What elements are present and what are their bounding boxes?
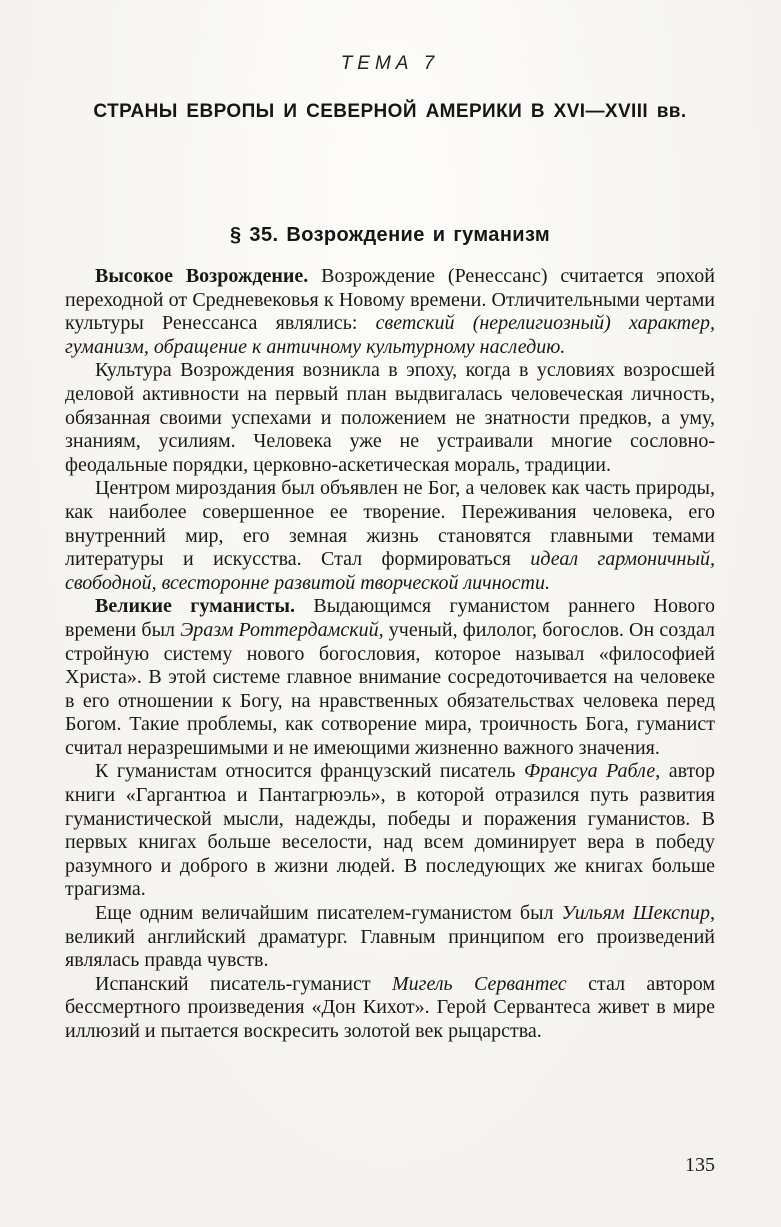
topic-title: СТРАНЫ ЕВРОПЫ И СЕВЕРНОЙ АМЕРИКИ В XVI—XVIII вв. <box>93 101 687 122</box>
text-run: , великий английский драматург. Главным принципом его произведений являлась правда чувств. <box>65 902 715 972</box>
text-run: Высокое Возрождение. <box>95 265 322 287</box>
text-run: Уильям Шекспир <box>561 902 710 925</box>
text-run: Франсуа Рабле <box>523 760 656 783</box>
paragraph <box>65 595 715 760</box>
text-run: Великие гуманисты. <box>95 595 314 618</box>
text-run: К гуманистам относится французский писатель <box>95 760 524 783</box>
paragraph <box>65 902 715 973</box>
paragraph <box>65 973 715 1044</box>
text-run: Выдающимся гуманистом раннего Нового времени был <box>65 595 715 641</box>
paragraph <box>65 359 715 477</box>
text-run: Испанский писатель-гуманист <box>95 972 392 995</box>
text-run: , ученый, филолог, богослов. Он создал стройную систему нового богословия, которое называл «философией Христа». В этой системе главное внимание сосредоточивается на человеке в его отношении к Богу, на нравственных обязательствах человека перед Богом. Такие проблемы, как сотворение мира, троичность Бога, гуманист считал неразрешимыми и не имеющими жизненно важного значения. <box>65 618 715 759</box>
text-run: Еще одним величайшим писателем-гуманистом был <box>95 902 562 925</box>
body-paragraphs <box>65 265 715 1044</box>
topic-label: ТЕМА 7 <box>340 53 440 74</box>
text-run: , автор книги «Гаргантюа и Пантагрюэль», в которой отразился путь развития гуманистической мысли, надежды, победы и поражения гуманистов. В первых книгах больше веселости, над всем доминирует вера в победу разумного и доброго в жизни людей. В последующих же книгах больше трагизма. <box>65 760 716 901</box>
text-run: идеал гармоничный, свободной, всесторонне развитой творческой личности. <box>65 548 715 594</box>
text-run: Возрождение (Ренессанс) считается эпохой переходной от Средневековья к Новому времени. Отличительными чертами культуры Ренессанса являлись: <box>65 265 716 335</box>
text-run: стал автором бессмертного произведения «Дон Кихот». Герой Сервантеса живет в мире иллюзий и пытается воскресить золотой век рыцарства. <box>65 972 715 1042</box>
text-run: светский (нерелигиозный) характер, гуманизм, обращение к античному культурному наследию. <box>65 312 715 358</box>
paragraph <box>65 265 715 359</box>
text-run: Культура Возрождения возникла в эпоху, когда в условиях возросшей деловой активности на первый план выдвигалась человеческая личность, обязанная своими успехами и положением не знатности предков, а уму, знаниям, усилиям. Человека уже не устраивали многие сословно-феодальные порядки, церковно-аскетическая мораль, традиции. <box>65 359 715 476</box>
paragraph <box>65 477 715 595</box>
text-run: Мигель Сервантес <box>391 972 567 995</box>
section-heading: § 35. Возрождение и гуманизм <box>229 224 551 246</box>
page-number: 135 <box>685 1154 715 1176</box>
paragraph <box>65 760 715 902</box>
text-run: Эразм Роттердамский <box>180 618 379 641</box>
text-run: Центром мироздания был объявлен не Бог, а человек как часть природы, как наиболее совершенное ее творение. Переживания человека, его внутренний мир, его земная жизнь становятся главными темами литературы и искусства. Стал формироваться <box>65 477 715 571</box>
